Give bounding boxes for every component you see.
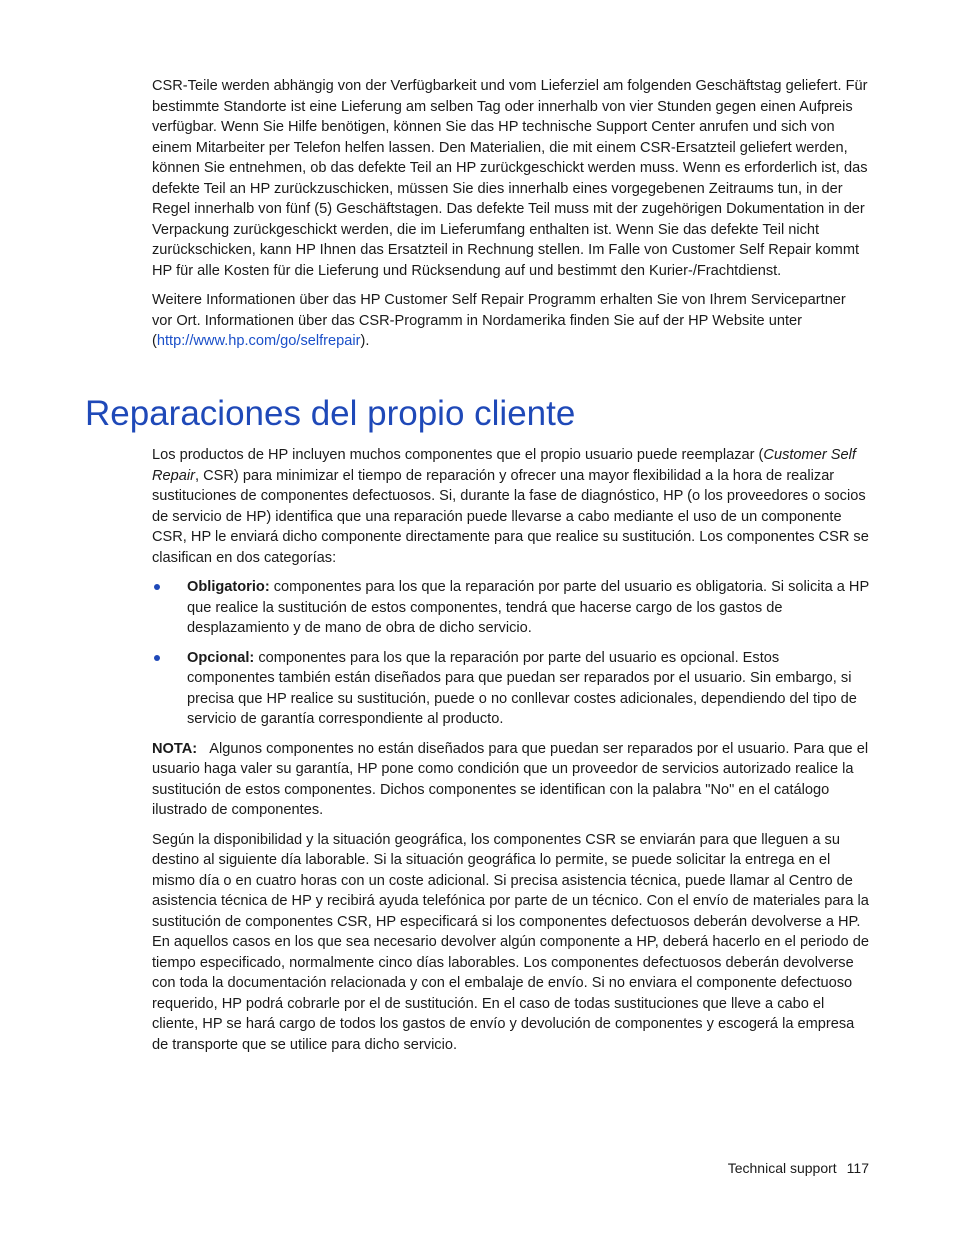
list-item-text: componentes para los que la reparación por parte del usuario es opcional. Estos componentes también están diseñados para que puedan ser reparados por el usuario. Sin embargo, si precisa que HP realice su sustitución, puede o no conllevar costes adicionales, dependiendo del tipo de servicio de garantía correspondiente al producto. [187, 649, 857, 727]
note [152, 739, 870, 821]
list-item-label: Obligatorio: [187, 579, 270, 595]
bullet-icon [154, 655, 160, 661]
selfrepair-link[interactable]: http://www.hp.com/go/selfrepair [156, 333, 361, 349]
note-label: NOTA: [152, 740, 198, 757]
page-number: 117 [846, 1160, 869, 1176]
spanish-intro-italic: Customer Self Repair [152, 447, 856, 484]
footer-section-title: Technical support [727, 1160, 837, 1176]
list-item [152, 648, 870, 730]
spanish-intro-b: , CSR) para minimizar el tiempo de reparación y ofrecer una mayor flexibilidad a la hora de realizar sustituciones de componentes defectuosos. Si, durante la fase de diagnóstico, HP (o los proveedores o socios de servicio de HP) identifica que una reparación puede llevarse a cabo mediante el uso de un componente CSR, HP le enviará dicho componente directamente para que realice su sustitución. Los componentes CSR se clasifican en dos categorías: [152, 467, 869, 566]
german-paragraph-2-end: ). [360, 333, 370, 349]
german-section [152, 76, 870, 361]
bullet-icon [154, 584, 160, 590]
spanish-section [152, 445, 870, 1064]
list-item-text: componentes para los que la reparación por parte del usuario es obligatoria. Si solicita a HP que realice la sustitución de estos componentes, tendrá que hacerse cargo de los gastos de desplazamiento y de mano de obra de dicho servicio. [187, 579, 869, 636]
list-item-label: Opcional: [187, 649, 255, 666]
spanish-intro-a: Los productos de HP incluyen muchos componentes que el propio usuario puede reemplazar ( [152, 447, 764, 463]
note-text: Algunos componentes no están diseñados para que puedan ser reparados por el usuario. Para que el usuario haga valer su garantía, HP pone como condición que un proveedor de servicios autorizado realice la sustitución de estos componentes. Dichos componentes se identifican con la palabra "No" en el catálogo ilustrado de componentes. [152, 740, 869, 818]
section-heading: Reparaciones del propio cliente [85, 394, 576, 433]
category-list [152, 577, 870, 730]
german-paragraph-1: CSR-Teile werden abhängig von der Verfügbarkeit und vom Lieferziel am folgenden Geschäftstag geliefert. Für bestimmte Standorte ist eine Lieferung am selben Tag oder innerhalb von vier Stunden gegen einen Aufpreis verfügbar. Wenn Sie Hilfe benötigen, können Sie das HP technische Support Center anrufen und sich von einem Mitarbeiter per Telefon helfen lassen. Den Materialien, die mit einem CSR-Ersatzteil geliefert werden, können Sie entnehmen, ob das defekte Teil an HP zurückgeschickt werden muss. Wenn es erforderlich ist, das defekte Teil an HP zurückzuschicken, müssen Sie dies innerhalb eines vorgegebenen Zeitraums tun, in der Regel innerhalb von fünf (5) Geschäftstagen. Das defekte Teil muss mit der zugehörigen Dokumentation in der Verpackung zurückgeschickt werden, die im Lieferumfang enthalten ist. Wenn Sie das defekte Teil nicht zurückschicken, kann HP Ihnen das Ersatzteil in Rechnung stellen. Im Falle von Customer Self Repair kommt HP für alle Kosten für die Lieferung und Rücksendung auf und bestimmt den Kurier-/Frachtdienst. [152, 78, 868, 279]
spanish-intro [152, 445, 870, 568]
german-paragraph-2 [152, 290, 870, 352]
list-item [152, 577, 870, 639]
german-paragraph-2-text: Weitere Informationen über das HP Customer Self Repair Programm erhalten Sie von Ihrem Servicepartner vor Ort. Informationen über das CSR-Programm in Nordamerika finden Sie auf der HP Website unter ( [152, 292, 846, 349]
spanish-final-paragraph: Según la disponibilidad y la situación geográfica, los componentes CSR se enviarán para que lleguen a su destino al siguiente día laborable. Si la situación geográfica lo permite, se puede solicitar la entrega en el mismo día o en cuatro horas con un coste adicional. Si precisa asistencia técnica, puede llamar al Centro de asistencia técnica de HP y recibirá ayuda telefónica por parte de un técnico. Con el envío de materiales para la sustitución de componentes CSR, HP especificará si los componentes defectuosos deberán devolverse a HP. En aquellos casos en los que sea necesario devolver algún componente a HP, deberá hacerlo en el periodo de tiempo especificado, normalmente cinco días laborables. Los componentes defectuosos deberán devolverse con toda la documentación relacionada y con el embalaje de envío. Si no enviara el componente defectuoso requerido, HP podrá cobrarle por el de sustitución. En el caso de todas sustituciones que lleve a cabo el cliente, HP se hará cargo de todos los gastos de envío y devolución de componentes y escogerá la empresa de transporte que se utilice para dicho servicio. [152, 831, 869, 1053]
page-footer [728, 1158, 869, 1178]
